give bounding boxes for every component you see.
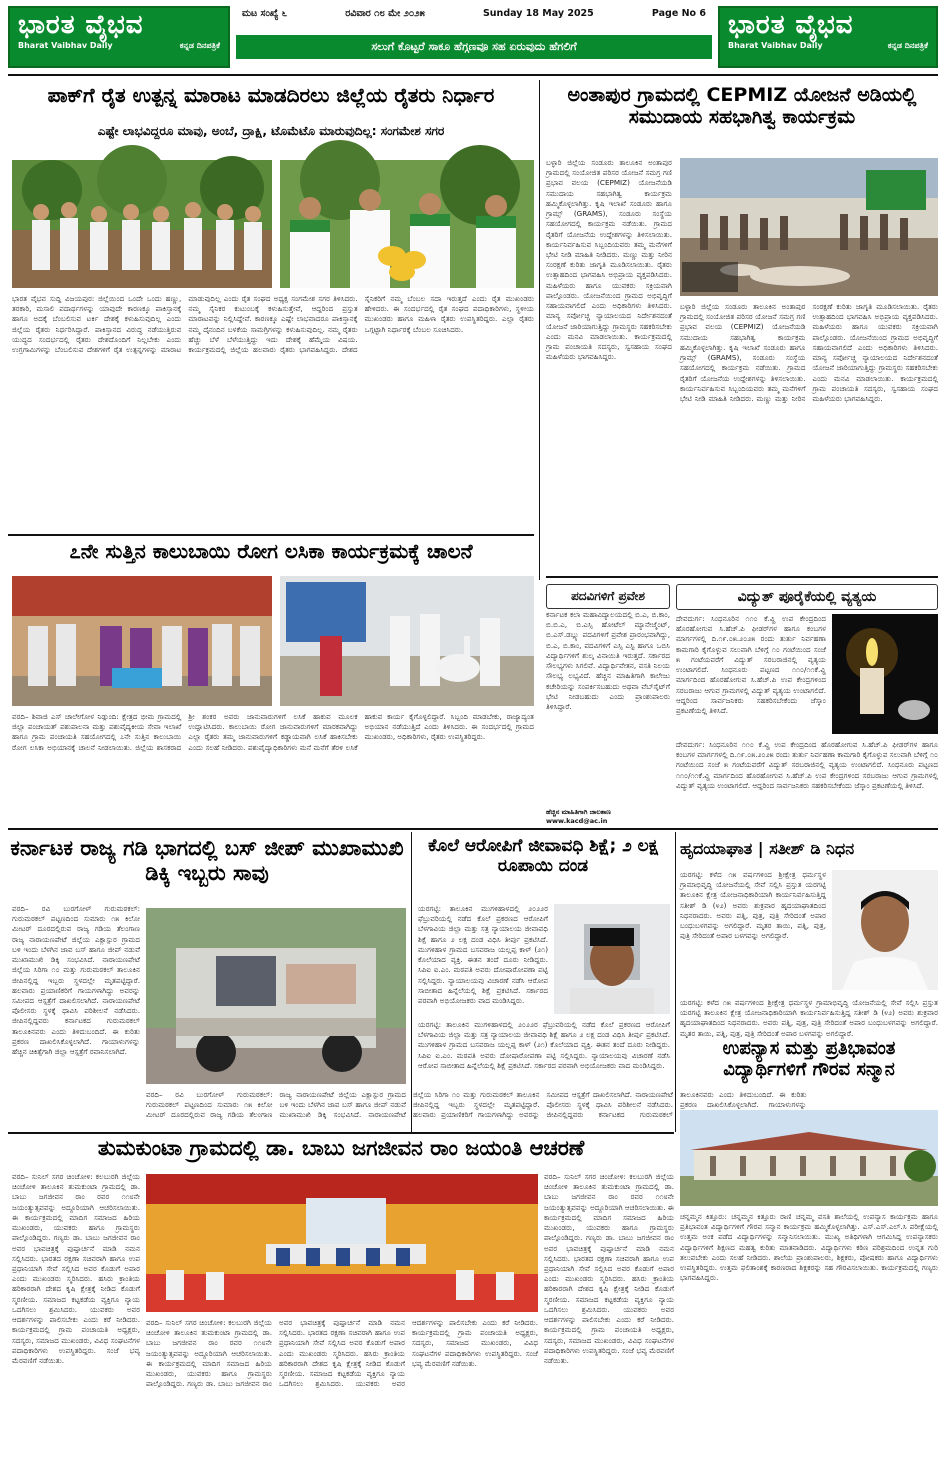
a6-photo-jeep: [146, 908, 406, 1084]
a5-headline: ವಿದ್ಯುತ್ ಪೂರೈಕೆಯಲ್ಲಿ ವ್ಯತ್ಯಯ: [676, 584, 938, 610]
page-number: Page No 6: [651, 8, 706, 19]
a7-body-bottom: ಯರಗಟ್ಟಿ: ತಾಲೂಕಿನ ಮುಗಳಿಹಾಳದಲ್ಲಿ ೨೦೨೨ರ ಫೆಬ್ರುವರಿಯಲ್ಲಿ ನಡೆದ ಕೊಲೆ ಪ್ರಕರಣದ ಆರೋಪಿಗೆ ಬೆಳಗಾವಿಯ ಜಿಲ್ಲಾ ಮತ್ತು ಸತ್ರ ನ್ಯಾಯಾಲಯ ಜೀವಾವಧಿ ಶಿಕ್ಷೆ ಹಾಗೂ ೨ ಲಕ್ಷ ದಂಡ ವಿಧಿಸಿ ತೀರ್ಪು ಪ್ರಕಟಿಸಿದೆ. ಮುಗಳಿಹಾಳ ಗ್ರಾಮದ ಬಸವರಾಜ ಯಲ್ಲಪ್ಪ ಕಾಳ್ (೨೧) ಕೊಲೆಯಾದ ವ್ಯಕ್ತಿ. ಈತನ ತಂದೆ ದೂರು ನೀಡಿದ್ದರು. ಸಿಪಿಐ ಐ.ಎಂ. ಮಠಪತಿ ಅವರು ದೋಷಾರೋಪಣಾ ಪಟ್ಟಿ ಸಲ್ಲಿಸಿದ್ದರು. ನ್ಯಾಯಾಲಯವು ವಿಚಾರಣೆ ನಡೆಸಿ ಆರೋಪ ಸಾಬೀತಾದ ಹಿನ್ನೆಲೆಯಲ್ಲಿ ಶಿಕ್ಷೆ ಪ್ರಕಟಿಸಿದೆ. ಸರ್ಕಾರದ ಪರವಾಗಿ ಅಭಿಯೋಜಕರು ವಾದ ಮಂಡಿಸಿದ್ದರು.: [418, 1020, 670, 1070]
date-kannada: ರವಿವಾರ ೧೮ ಮೇ ೨೦೨೫: [345, 8, 425, 19]
section-rule: [8, 828, 938, 830]
a6-body-right: ವರದಿ– ರವಿ ಬುರಗೋಳ್ ಗುರುಮಠಕಲ್: ಗುರುಮಠಕಲ್ ಪಟ್ಟಣದಿಂದ ಸುಮಾರು ೧೫ ಕಿಲೋ ಮೀಟರ್ ದೂರದಲ್ಲಿರುವ ರಾಜ್ಯ ಗಡಿಯ ತೆಲಂಗಾಣ ರಾಜ್ಯ ನಾರಾಯಣಪೇಟೆ ಜಿಲ್ಲೆಯ ಎಕ್ಲಾಸ್ಪುರ ಗ್ರಾಮದ ಬಳಿ ಇಂದು ಬೆಳಗಿನ ಜಾವ ಬಸ್ ಹಾಗೂ ಜೀಪ್ ನಡುವೆ ಮುಖಾಮುಖಿ ಡಿಕ್ಕಿ ಸಂಭವಿಸಿದೆ. ನಾರಾಯಣಪೇಟೆ ಜಿಲ್ಲೆಯ ಸಿರಿಗಾ ೧೦ ಮತ್ತು ಗುರುಮಠಕಲ್ ತಾಲೂಕಿನ ಜೀಪಿನಲ್ಲಿದ್ದ ಇಬ್ಬರು ಸ್ಥಳದಲ್ಲೇ ಮೃತಪಟ್ಟಿದ್ದಾರೆ. ಹಲವಾರು ಪ್ರಯಾಣಿಕರಿಗೆ ಗಾಯಗಳಾಗಿದ್ದು ಅವರನ್ನು ಸಮೀಪದ ಆಸ್ಪತ್ರೆಗೆ ದಾಖಲಿಸಲಾಗಿದೆ. ನಾರಾಯಣಪೇಟೆ ಪೊಲೀಸರು ಸ್ಥಳಕ್ಕೆ ಧಾವಿಸಿ ಪರಿಶೀಲನೆ ನಡೆಸಿದರು. ಜೀಪಿನಲ್ಲಿದ್ದವರು ಕರ್ನಾಟಕದ ಗುರುಮಠಕಲ್ ತಾಲೂಕಿನವರು ಎಂದು ತಿಳಿದುಬಂದಿದೆ. ಈ ಕುರಿತು ಪ್ರಕರಣ ದಾಖಲಿಸಿಕೊಳ್ಳಲಾಗಿದೆ. ಗಾಯಾಳುಗಳನ್ನು: [146, 1090, 807, 1120]
a8-body-top: ಯರಗಟ್ಟಿ: ಕಳೆದ ೧೫ ವರ್ಷಗಳಿಂದ ಶ್ರೀಕ್ಷೇತ್ರ ಧರ್ಮಸ್ಥಳ ಗ್ರಾಮಾಭಿವೃದ್ಧಿ ಯೋಜನೆಯಲ್ಲಿ ಸೇವೆ ಸಲ್ಲಿಸಿ ಪ್ರಸ್ತುತ ಯರಗಟ್ಟಿ ತಾಲೂಕಿನ ಕ್ಷೇತ್ರ ಯೋಜನಾಧಿಕಾರಿಯಾಗಿ ಕಾರ್ಯನಿರ್ವಹಿಸುತ್ತಿದ್ದ ಸತೀಶ್ ಡಿ (೪೨) ಅವರು ಶುಕ್ರವಾರ ಹೃದಯಾಘಾತದಿಂದ ನಿಧನರಾದರು. ಅವರು ಪತ್ನಿ, ಪುತ್ರ, ಪುತ್ರಿ ಸೇರಿದಂತೆ ಅಪಾರ ಬಂಧುಬಳಗವನ್ನು ಅಗಲಿದ್ದಾರೆ. ಮೃತರ ತಾಯಿ, ಪತ್ನಿ, ಪುತ್ರ, ಪುತ್ರಿ ಸೇರಿದಂತೆ ಅಪಾರ ಬಳಗವನ್ನು ಅಗಲಿದ್ದಾರೆ.: [680, 870, 826, 941]
a3-photo-inauguration: [12, 576, 272, 706]
a9-body: ಚನ್ನಮ್ಮನ ಕಿತ್ತೂರು: ಚನ್ನಮ್ಮನ ಕಿತ್ತೂರು ರಾಣಿ ಚನ್ನಮ್ಮ ವಸತಿ ಶಾಲೆಯಲ್ಲಿ ಉಪನ್ಯಾಸ ಕಾರ್ಯಕ್ರಮ ಹಾಗೂ ಪ್ರತಿಭಾವಂತ ವಿದ್ಯಾರ್ಥಿಗಳಿಗೆ ಗೌರವ ಸನ್ಮಾನ ಕಾರ್ಯಕ್ರಮ ಹಮ್ಮಿಕೊಳ್ಳಲಾಗಿತ್ತು. ಎಸ್.ಎಸ್.ಎಲ್.ಸಿ ಪರೀಕ್ಷೆಯಲ್ಲಿ ಉತ್ತಮ ಅಂಕ ಪಡೆದ ವಿದ್ಯಾರ್ಥಿಗಳನ್ನು ಸನ್ಮಾನಿಸಲಾಯಿತು. ಮುಖ್ಯ ಅತಿಥಿಗಳಾಗಿ ಆಗಮಿಸಿದ್ದ ಉಪನ್ಯಾಸಕರು ವಿದ್ಯಾರ್ಥಿಗಳಿಗೆ ಶಿಕ್ಷಣದ ಮಹತ್ವ ಕುರಿತು ಮಾತನಾಡಿದರು. ವಿದ್ಯಾರ್ಥಿಗಳು ಕಠಿಣ ಪರಿಶ್ರಮದಿಂದ ಉನ್ನತ ಗುರಿ ತಲುಪಬೇಕು ಎಂದು ಸಲಹೆ ನೀಡಿದರು. ಶಾಲೆಯ ಪ್ರಾಂಶುಪಾಲರು, ಶಿಕ್ಷಕರು, ಪೋಷಕರು ಹಾಗೂ ವಿದ್ಯಾರ್ಥಿಗಳು ಉಪಸ್ಥಿತರಿದ್ದರು. ಉತ್ತಮ ಫಲಿತಾಂಶಕ್ಕೆ ಕಾರಣರಾದ ಶಿಕ್ಷಕರನ್ನು ಸಹ ಗೌರವಿಸಲಾಯಿತು. ಕಾರ್ಯಕ್ರಮದಲ್ಲಿ ಗಣ್ಯರು ಭಾಗವಹಿಸಿದ್ದರು.: [680, 1212, 938, 1283]
a1-photo-mangoes: [280, 160, 534, 288]
masthead-logo-left: [8, 6, 230, 68]
a7-photo-accused: [554, 904, 670, 1014]
a3-photo-vaccination: [280, 576, 534, 706]
a10-body-left: ವರದಿ– ಸುನಿಲ್ ಸಗರ ಚಿಂಚೋಳಿ: ಕಲಬುರಗಿ ಜಿಲ್ಲೆಯ ಚಿಂಚೋಳಿ ತಾಲೂಕಿನ ತುಮಕುಂಟಾ ಗ್ರಾಮದಲ್ಲಿ ಡಾ. ಬಾಬು ಜಗಜೀವನ ರಾಂ ರವರ ೧೧೮ನೇ ಜಯಂತ್ಯುತ್ಸವವನ್ನು ಅದ್ದೂರಿಯಾಗಿ ಆಚರಿಸಲಾಯಿತು. ಈ ಕಾರ್ಯಕ್ರಮದಲ್ಲಿ ಮಾದಿಗ ಸಮಾಜದ ಹಿರಿಯ ಮುಖಂಡರು, ಯುವಕರು ಹಾಗೂ ಗ್ರಾಮಸ್ಥರು ಪಾಲ್ಗೊಂಡಿದ್ದರು. ಗಣ್ಯರು ಡಾ. ಬಾಬು ಜಗಜೀವನ ರಾಂ ಅವರ ಭಾವಚಿತ್ರಕ್ಕೆ ಪುಷ್ಪಾರ್ಚನೆ ಮಾಡಿ ನಮನ ಸಲ್ಲಿಸಿದರು. ಭಾರತದ ರಕ್ಷಣಾ ಸಚಿವರಾಗಿ ಹಾಗೂ ಉಪ ಪ್ರಧಾನಿಯಾಗಿ ಸೇವೆ ಸಲ್ಲಿಸಿದ ಅವರ ಕೊಡುಗೆ ಅಪಾರ ಎಂದು ಮುಖಂಡರು ಸ್ಮರಿಸಿದರು. ಹಸಿರು ಕ್ರಾಂತಿಯ ಹರಿಕಾರರಾಗಿ ದೇಶದ ಕೃಷಿ ಕ್ಷೇತ್ರಕ್ಕೆ ನೀಡಿದ ಕೊಡುಗೆ ಸ್ಮರಣೀಯ. ಸಮಾಜದ ಕಟ್ಟಕಡೆಯ ವ್ಯಕ್ತಿಗೂ ನ್ಯಾಯ ಒದಗಿಸಲು ಶ್ರಮಿಸಿದರು. ಯುವಕರು ಅವರ ಆದರ್ಶಗಳನ್ನು ಪಾಲಿಸಬೇಕು ಎಂದು ಕರೆ ನೀಡಿದರು. ಕಾರ್ಯಕ್ರಮದಲ್ಲಿ ಗ್ರಾಮ ಪಂಚಾಯತಿ ಅಧ್ಯಕ್ಷರು, ಸದಸ್ಯರು, ಸಮಾಜದ ಮುಖಂಡರು, ವಿವಿಧ ಸಂಘಟನೆಗಳ ಪದಾಧಿಕಾರಿಗಳು ಉಪಸ್ಥಿತರಿದ್ದರು. ಸಂಜೆ ಭವ್ಯ ಮೆರವಣಿಗೆ ನಡೆಯಿತು.: [12, 1172, 140, 1365]
a5-body-bottom: ದೇವದುರ್ಗ: ಸಿಂಧನೂರಿನ ೧೧೦ ಕೆ.ವ್ಹಿ ಉಪ ಕೇಂದ್ರದಿಂದ ಹೊರಹೋಗುವ ಸಿ.ಹೆಚ್.ಪಿ ಫೀಡರ್‌ಗಳ ಹಾಗೂ ಕಂಬಗಳ ಮಾರ್ಗಗಳಲ್ಲಿ ದಿ.೧೯.೦೫.೨೦೨೫ ರಂದು ತುರ್ತು ನಿರ್ವಹಣಾ ಕಾಮಗಾರಿ ಕೈಗೊಳ್ಳುವ ಸಲುವಾಗಿ ಬೆಳಿಗ್ಗೆ ೧೦ ಗಂಟೆಯಿಂದ ಸಂಜೆ ೫ ಗಂಟೆಯವರೆಗೆ ವಿದ್ಯುತ್ ಸರಬರಾಜಿನಲ್ಲಿ ವ್ಯತ್ಯಯ ಉಂಟಾಗಲಿದೆ. ಸಿಂಧನೂರು ಪಟ್ಟಣದ ೧೧೦/೧೧ಕೆ.ವ್ಹಿ ಮಾರ್ಗದಿಂದ ಹೊರಹೋಗುವ ಸಿ.ಹೆಚ್.ಪಿ ಉಪ ಕೇಂದ್ರಗಳಿಂದ ಸರಬರಾಜು ಆಗುವ ಗ್ರಾಮಗಳಲ್ಲಿ ವಿದ್ಯುತ್ ವ್ಯತ್ಯಯ ಉಂಟಾಗಲಿದೆ. ಆದ್ದರಿಂದ ಸಾರ್ವಜನಿಕರು ಸಹಕರಿಸಬೇಕೆಂದು ಜೆಸ್ಕಾಂ ಪ್ರಕಟಣೆಯಲ್ಲಿ ತಿಳಿಸಿದೆ.: [676, 740, 938, 790]
a3-body: ವರದಿ– ಶಿವಾಜಿ ಎಸ್ ಚಾಲೇಗೋಳ ನಿಡ್ಗುಂದಿ: ಕ್ಷೇತ್ರದ ಭೀಮ ಗ್ರಾಮದಲ್ಲಿ ಜಿಲ್ಲಾ ಪಂಚಾಯತ್ ಪಶುಪಾಲನಾ ಮತ್ತು ಪಶುವೈದ್ಯಕೀಯ ಸೇವಾ ಇಲಾಖೆ ಹಾಗೂ ಗ್ರಾಮ ಪಂಚಾಯತಿ ಸಹಯೋಗದಲ್ಲಿ ೭ನೇ ಸುತ್ತಿನ ಕಾಲುಬಾಯಿ ರೋಗ ಲಸಿಕಾ ಅಭಿಯಾನಕ್ಕೆ ಚಾಲನೆ ನೀಡಲಾಯಿತು. ಜಿಲ್ಲೆಯ ಶಾಸಕರಾದ ಶ್ರೀ ಶಂಕರ ಅವರು ಜಾನುವಾರುಗಳಿಗೆ ಲಸಿಕೆ ಹಾಕುವ ಮೂಲಕ ಉದ್ಘಾಟಿಸಿದರು. ಕಾಲುಬಾಯಿ ರೋಗ ಜಾನುವಾರುಗಳಿಗೆ ಮಾರಕವಾಗಿದ್ದು ಎಲ್ಲಾ ರೈತರು ತಮ್ಮ ಜಾನುವಾರುಗಳಿಗೆ ಕಡ್ಡಾಯವಾಗಿ ಲಸಿಕೆ ಹಾಕಿಸಬೇಕು ಎಂದು ಸಲಹೆ ನೀಡಿದರು. ಪಶುವೈದ್ಯಾಧಿಕಾರಿಗಳು ಮನೆ ಮನೆಗೆ ತೆರಳಿ ಲಸಿಕೆ ಹಾಕುವ ಕಾರ್ಯ ಕೈಗೊಳ್ಳಲಿದ್ದಾರೆ. ಸಿಬ್ಬಂದಿ ಮಾಡಬೇಕು, ರಾಜ್ಯಾದ್ಯಂತ ಅಭಿಯಾನ ನಡೆಯುತ್ತಿದೆ ಎಂದು ತಿಳಿಸಿದರು. ಈ ಸಂದರ್ಭದಲ್ಲಿ ಗ್ರಾಮದ ಮುಖಂಡರು, ಅಧಿಕಾರಿಗಳು, ರೈತರು ಉಪಸ್ಥಿತರಿದ್ದರು.: [12, 712, 534, 752]
section-rule: [546, 576, 938, 578]
masthead-rule: [8, 74, 938, 76]
a2-body-col2: ಬಳ್ಳಾರಿ ಜಿಲ್ಲೆಯ ಸಂಡೂರು ತಾಲೂಕಿನ ಅಂತಾಪುರ ಗ್ರಾಮದಲ್ಲಿ ಸಂಯೋಜಿತ ಪರಿಸರ ಯೋಜನೆ ಸಮಗ್ರ ಗಣಿ ಪ್ರಭಾವ ವಲಯ (CEPMIZ) ಯೋಜನೆಯಡಿ ಸಮುದಾಯ ಸಹಭಾಗಿತ್ವ ಕಾರ್ಯಕ್ರಮ ಹಮ್ಮಿಕೊಳ್ಳಲಾಗಿತ್ತು. ಕೃಷಿ ಇಲಾಖೆ ಸಂಡೂರು ಹಾಗೂ ಗ್ರಾಮ್ಸ್ (GRAMS), ಸಂಡೂರು ಸಂಸ್ಥೆಯ ಸಹಯೋಗದಲ್ಲಿ ಕಾರ್ಯಕ್ರಮ ನಡೆಯಿತು. ಗ್ರಾಮದ ರೈತರಿಗೆ ಯೋಜನೆಯ ಉದ್ದೇಶಗಳನ್ನು ತಿಳಿಸಲಾಯಿತು. ಕಾರ್ಯನಿರ್ವಹಿಸುವ ಸಿಬ್ಬಂದಿಯವರು ತಮ್ಮ ಮನೆಗಳಿಗೆ ಭೇಟಿ ನೀಡಿ ಮಾಹಿತಿ ನೀಡಿದರು. ಮಣ್ಣು ಮತ್ತು ನೀರಿನ ಸಂರಕ್ಷಣೆ ಕುರಿತು ಜಾಗೃತಿ ಮೂಡಿಸಲಾಯಿತು. ರೈತರು ಉತ್ಸಾಹದಿಂದ ಭಾಗವಹಿಸಿ ಅಭಿಪ್ರಾಯ ವ್ಯಕ್ತಪಡಿಸಿದರು. ಮಹಿಳೆಯರು ಹಾಗೂ ಯುವಕರು ಸಕ್ರಿಯವಾಗಿ ಪಾಲ್ಗೊಂಡರು. ಯೋಜನೆಯಿಂದ ಗ್ರಾಮದ ಅಭಿವೃದ್ಧಿಗೆ ಸಹಾಯವಾಗಲಿದೆ ಎಂದು ಅಧಿಕಾರಿಗಳು ತಿಳಿಸಿದರು. ಮಾನ್ಯ ಸರ್ವೋಚ್ಚ ನ್ಯಾಯಾಲಯದ ನಿರ್ದೇಶನದಂತೆ ಯೋಜನೆ ಜಾರಿಯಾಗುತ್ತಿದ್ದು ಗ್ರಾಮಸ್ಥರು ಸಹಕರಿಸಬೇಕು ಎಂದು ಮನವಿ ಮಾಡಲಾಯಿತು. ಕಾರ್ಯಕ್ರಮದಲ್ಲಿ ಗ್ರಾಮ ಪಂಚಾಯತಿ ಸದಸ್ಯರು, ಸ್ವಸಹಾಯ ಸಂಘದ ಮಹಿಳೆಯರು ಭಾಗವಹಿಸಿದ್ದರು.: [680, 302, 938, 403]
a1-subhead: ಎಷ್ಟೇ ಲಾಭವಿದ್ದರೂ ಮಾವು, ಅಂಬೆ, ದ್ರಾಕ್ಷಿ, ಟೊಮೆಟೊ ಮಾರುವುದಿಲ್ಲ: ಸಂಗಮೇಶ ಸಗರ: [97, 124, 445, 138]
a8-photo-portrait: [832, 870, 938, 990]
a8-body-bottom: ಯರಗಟ್ಟಿ: ಕಳೆದ ೧೫ ವರ್ಷಗಳಿಂದ ಶ್ರೀಕ್ಷೇತ್ರ ಧರ್ಮಸ್ಥಳ ಗ್ರಾಮಾಭಿವೃದ್ಧಿ ಯೋಜನೆಯಲ್ಲಿ ಸೇವೆ ಸಲ್ಲಿಸಿ ಪ್ರಸ್ತುತ ಯರಗಟ್ಟಿ ತಾಲೂಕಿನ ಕ್ಷೇತ್ರ ಯೋಜನಾಧಿಕಾರಿಯಾಗಿ ಕಾರ್ಯನಿರ್ವಹಿಸುತ್ತಿದ್ದ ಸತೀಶ್ ಡಿ (೪೨) ಅವರು ಶುಕ್ರವಾರ ಹೃದಯಾಘಾತದಿಂದ ನಿಧನರಾದರು. ಅವರು ಪತ್ನಿ, ಪುತ್ರ, ಪುತ್ರಿ ಸೇರಿದಂತೆ ಅಪಾರ ಬಂಧುಬಳಗವನ್ನು ಅಗಲಿದ್ದಾರೆ. ಮೃತರ ತಾಯಿ, ಪತ್ನಿ, ಪುತ್ರ, ಪುತ್ರಿ ಸೇರಿದಂತೆ ಅಪಾರ ಬಳಗವನ್ನು ಅಗಲಿದ್ದಾರೆ.: [680, 998, 938, 1038]
a10-headline: ತುಮಕುಂಟಾ ಗ್ರಾಮದಲ್ಲಿ ಡಾ. ಬಾಬು ಜಗಜೀವನ ರಾಂ ಜಯಂತಿ ಆಚರಣೆ: [97, 1136, 585, 1160]
date-english: Sunday 18 May 2025: [482, 8, 594, 19]
a5-body-top: ದೇವದುರ್ಗ: ಸಿಂಧನೂರಿನ ೧೧೦ ಕೆ.ವ್ಹಿ ಉಪ ಕೇಂದ್ರದಿಂದ ಹೊರಹೋಗುವ ಸಿ.ಹೆಚ್.ಪಿ ಫೀಡರ್‌ಗಳ ಹಾಗೂ ಕಂಬಗಳ ಮಾರ್ಗಗಳಲ್ಲಿ ದಿ.೧೯.೦೫.೨೦೨೫ ರಂದು ತುರ್ತು ನಿರ್ವಹಣಾ ಕಾಮಗಾರಿ ಕೈಗೊಳ್ಳುವ ಸಲುವಾಗಿ ಬೆಳಿಗ್ಗೆ ೧೦ ಗಂಟೆಯಿಂದ ಸಂಜೆ ೫ ಗಂಟೆಯವರೆಗೆ ವಿದ್ಯುತ್ ಸರಬರಾಜಿನಲ್ಲಿ ವ್ಯತ್ಯಯ ಉಂಟಾಗಲಿದೆ. ಸಿಂಧನೂರು ಪಟ್ಟಣದ ೧೧೦/೧೧ಕೆ.ವ್ಹಿ ಮಾರ್ಗದಿಂದ ಹೊರಹೋಗುವ ಸಿ.ಹೆಚ್.ಪಿ ಉಪ ಕೇಂದ್ರಗಳಿಂದ ಸರಬರಾಜು ಆಗುವ ಗ್ರಾಮಗಳಲ್ಲಿ ವಿದ್ಯುತ್ ವ್ಯತ್ಯಯ ಉಂಟಾಗಲಿದೆ. ಆದ್ದರಿಂದ ಸಾರ್ವಜನಿಕರು ಸಹಕರಿಸಬೇಕೆಂದು ಜೆಸ್ಕಾಂ ಪ್ರಕಟಣೆಯಲ್ಲಿ ತಿಳಿಸಿದೆ.: [676, 614, 826, 715]
a1-body: ಭಾರತ ವೈಭವ ಸುದ್ದಿ ವಿಜಯಪುರ: ಜಿಲ್ಲೆಯಿಂದ ಒಂದೇ ಒಂದು ಹಣ್ಣು, ತರಕಾರಿ, ಮಸಾಲಿ ಪದಾರ್ಥಗಳನ್ನು ಯಾವುದೇ ಕಾರಣಕ್ಕೂ ಪಾಕಿಸ್ತಾನಕ್ಕೆ ಹಾಗೂ ಅದಕ್ಕೆ ಬೆಂಬಲಿಸುವ ಟರ್ಕಿ ದೇಶಕ್ಕೆ ಕಳುಹಿಸುವುದಿಲ್ಲ ಎಂದು ಜಿಲ್ಲೆಯ ರೈತರು ನಿರ್ಧರಿಸಿದ್ದಾರೆ. ಪಾಕಿಸ್ತಾನದ ವಿರುದ್ಧ ನಡೆಯುತ್ತಿರುವ ಯುದ್ಧದ ಸಂದರ್ಭದಲ್ಲಿ ರೈತರು ದೇಶದೊಂದಿಗೆ ನಿಲ್ಲಬೇಕು ಎಂದು ಉಗ್ರಗಾಮಿಗಳನ್ನು ಬೆಂಬಲಿಸುವ ದೇಶಗಳಿಗೆ ರೈತ ಉತ್ಪನ್ನಗಳನ್ನು ಮಾರಾಟ ಮಾಡುವುದಿಲ್ಲ ಎಂದು ರೈತ ಸಂಘದ ಅಧ್ಯಕ್ಷ ಸಂಗಮೇಶ ಸಗರ ತಿಳಿಸಿದರು. ನಮ್ಮ ಸೈನಿಕರ ಕುಟುಂಬಕ್ಕೆ ಕಳುಹಿಸುತ್ತೇವೆ, ಆದ್ದರಿಂದ ಪ್ರಸ್ತುತ ಮಾರಾಟವನ್ನು ನಿಲ್ಲಿಸಿದ್ದೇವೆ. ಕಾರಣಕ್ಕೂ ಎಷ್ಟೇ ಲಾಭವಾದರೂ ಪಾಕಿಸ್ತಾನಕ್ಕೆ ನಮ್ಮ ದೈನಂದಿನ ಬಳಕೆಯ ಸಾಮಗ್ರಿಗಳನ್ನು ಕಳುಹಿಸುವುದಿಲ್ಲ. ನಮ್ಮ ರೈತರು ಹೆಚ್ಚು ಬೆಳೆ ಬೆಳೆಯುತ್ತಿದ್ದು ಇದು ದೇಶಕ್ಕೆ ಹೆಮ್ಮೆಯ ವಿಷಯ. ಕಾರ್ಯಕ್ರಮದಲ್ಲಿ ಜಿಲ್ಲೆಯ ಹಲವಾರು ರೈತರು ಭಾಗವಹಿಸಿದ್ದರು. ದೇಶದ ಸೈನಿಕರಿಗೆ ನಮ್ಮ ಬೆಂಬಲ ಸದಾ ಇರುತ್ತದೆ ಎಂದು ರೈತ ಮುಖಂಡರು ಹೇಳಿದರು. ಈ ಸಂದರ್ಭದಲ್ಲಿ ರೈತ ಸಂಘದ ಪದಾಧಿಕಾರಿಗಳು, ಸ್ಥಳೀಯ ಮುಖಂಡರು ಹಾಗೂ ಮಹಿಳಾ ರೈತರು ಉಪಸ್ಥಿತರಿದ್ದರು. ಎಲ್ಲಾ ರೈತರು ಒಗ್ಗಟ್ಟಾಗಿ ನಿರ್ಧಾರಕ್ಕೆ ಬೆಂಬಲ ಸೂಚಿಸಿದರು.: [12, 294, 534, 355]
a10-body-right: ವರದಿ– ಸುನಿಲ್ ಸಗರ ಚಿಂಚೋಳಿ: ಕಲಬುರಗಿ ಜಿಲ್ಲೆಯ ಚಿಂಚೋಳಿ ತಾಲೂಕಿನ ತುಮಕುಂಟಾ ಗ್ರಾಮದಲ್ಲಿ ಡಾ. ಬಾಬು ಜಗಜೀವನ ರಾಂ ರವರ ೧೧೮ನೇ ಜಯಂತ್ಯುತ್ಸವವನ್ನು ಅದ್ದೂರಿಯಾಗಿ ಆಚರಿಸಲಾಯಿತು. ಈ ಕಾರ್ಯಕ್ರಮದಲ್ಲಿ ಮಾದಿಗ ಸಮಾಜದ ಹಿರಿಯ ಮುಖಂಡರು, ಯುವಕರು ಹಾಗೂ ಗ್ರಾಮಸ್ಥರು ಪಾಲ್ಗೊಂಡಿದ್ದರು. ಗಣ್ಯರು ಡಾ. ಬಾಬು ಜಗಜೀವನ ರಾಂ ಅವರ ಭಾವಚಿತ್ರಕ್ಕೆ ಪುಷ್ಪಾರ್ಚನೆ ಮಾಡಿ ನಮನ ಸಲ್ಲಿಸಿದರು. ಭಾರತದ ರಕ್ಷಣಾ ಸಚಿವರಾಗಿ ಹಾಗೂ ಉಪ ಪ್ರಧಾನಿಯಾಗಿ ಸೇವೆ ಸಲ್ಲಿಸಿದ ಅವರ ಕೊಡುಗೆ ಅಪಾರ ಎಂದು ಮುಖಂಡರು ಸ್ಮರಿಸಿದರು. ಹಸಿರು ಕ್ರಾಂತಿಯ ಹರಿಕಾರರಾಗಿ ದೇಶದ ಕೃಷಿ ಕ್ಷೇತ್ರಕ್ಕೆ ನೀಡಿದ ಕೊಡುಗೆ ಸ್ಮರಣೀಯ. ಸಮಾಜದ ಕಟ್ಟಕಡೆಯ ವ್ಯಕ್ತಿಗೂ ನ್ಯಾಯ ಒದಗಿಸಲು ಶ್ರಮಿಸಿದರು. ಯುವಕರು ಅವರ ಆದರ್ಶಗಳನ್ನು ಪಾಲಿಸಬೇಕು ಎಂದು ಕರೆ ನೀಡಿದರು. ಕಾರ್ಯಕ್ರಮದಲ್ಲಿ ಗ್ರಾಮ ಪಂಚಾಯತಿ ಅಧ್ಯಕ್ಷರು, ಸದಸ್ಯರು, ಸಮಾಜದ ಮುಖಂಡರು, ವಿವಿಧ ಸಂಘಟನೆಗಳ ಪದಾಧಿಕಾರಿಗಳು ಉಪಸ್ಥಿತರಿದ್ದರು. ಸಂಜೆ ಭವ್ಯ ಮೆರವಣಿಗೆ ನಡೆಯಿತು.: [544, 1172, 675, 1365]
logo-english: Bharat Vaibhav Daily: [728, 41, 823, 50]
logo-english: Bharat Vaibhav Daily: [18, 41, 113, 50]
tagline: ಸಲುಗೆ ಕೊಟ್ಟರೆ ಸಾಕೂ ಹೆಗ್ಗಣವೂ ಸಹ ಏರುವುದು ಹೆಗಲಿಗೆ: [236, 35, 712, 59]
a6-body-left: ವರದಿ– ರವಿ ಬುರಗೋಳ್ ಗುರುಮಠಕಲ್: ಗುರುಮಠಕಲ್ ಪಟ್ಟಣದಿಂದ ಸುಮಾರು ೧೫ ಕಿಲೋ ಮೀಟರ್ ದೂರದಲ್ಲಿರುವ ರಾಜ್ಯ ಗಡಿಯ ತೆಲಂಗಾಣ ರಾಜ್ಯ ನಾರಾಯಣಪೇಟೆ ಜಿಲ್ಲೆಯ ಎಕ್ಲಾಸ್ಪುರ ಗ್ರಾಮದ ಬಳಿ ಇಂದು ಬೆಳಗಿನ ಜಾವ ಬಸ್ ಹಾಗೂ ಜೀಪ್ ನಡುವೆ ಮುಖಾಮುಖಿ ಡಿಕ್ಕಿ ಸಂಭವಿಸಿದೆ. ನಾರಾಯಣಪೇಟೆ ಜಿಲ್ಲೆಯ ಸಿರಿಗಾ ೧೦ ಮತ್ತು ಗುರುಮಠಕಲ್ ತಾಲೂಕಿನ ಜೀಪಿನಲ್ಲಿದ್ದ ಇಬ್ಬರು ಸ್ಥಳದಲ್ಲೇ ಮೃತಪಟ್ಟಿದ್ದಾರೆ. ಹಲವಾರು ಪ್ರಯಾಣಿಕರಿಗೆ ಗಾಯಗಳಾಗಿದ್ದು ಅವರನ್ನು ಸಮೀಪದ ಆಸ್ಪತ್ರೆಗೆ ದಾಖಲಿಸಲಾಗಿದೆ. ನಾರಾಯಣಪೇಟೆ ಪೊಲೀಸರು ಸ್ಥಳಕ್ಕೆ ಧಾವಿಸಿ ಪರಿಶೀಲನೆ ನಡೆಸಿದರು. ಜೀಪಿನಲ್ಲಿದ್ದವರು ಕರ್ನಾಟಕದ ಗುರುಮಠಕಲ್ ತಾಲೂಕಿನವರು ಎಂದು ತಿಳಿದುಬಂದಿದೆ. ಈ ಕುರಿತು ಪ್ರಕರಣ ದಾಖಲಿಸಿಕೊಳ್ಳಲಾಗಿದೆ. ಗಾಯಾಳುಗಳನ್ನು ಹೆಚ್ಚಿನ ಚಿಕಿತ್ಸೆಗಾಗಿ ಜಿಲ್ಲಾ ಆಸ್ಪತ್ರೆಗೆ ರವಾನಿಸಲಾಗಿದೆ.: [12, 904, 140, 1057]
a9-photo-school: [680, 1110, 938, 1206]
a3-headline: ೭ನೇ ಸುತ್ತಿನ ಕಾಲುಬಾಯಿ ರೋಗ ಲಸಿಕಾ ಕಾರ್ಯಕ್ರಮಕ್ಕೆ ಚಾಲನೆ: [69, 539, 473, 563]
a6-headline: ಕರ್ನಾಟಕ ರಾಜ್ಯ ಗಡಿ ಭಾಗದಲ್ಲಿ ಬಸ್ ಜೀಪ್ ಮುಖಾಮುಖಿ ಡಿಕ್ಕಿ ಇಬ್ಬರು ಸಾವು: [10, 836, 404, 885]
column-rule: [411, 832, 412, 1132]
a10-photo-event: [146, 1174, 538, 1312]
a10-body-bottom: ವರದಿ– ಸುನಿಲ್ ಸಗರ ಚಿಂಚೋಳಿ: ಕಲಬುರಗಿ ಜಿಲ್ಲೆಯ ಚಿಂಚೋಳಿ ತಾಲೂಕಿನ ತುಮಕುಂಟಾ ಗ್ರಾಮದಲ್ಲಿ ಡಾ. ಬಾಬು ಜಗಜೀವನ ರಾಂ ರವರ ೧೧೮ನೇ ಜಯಂತ್ಯುತ್ಸವವನ್ನು ಅದ್ದೂರಿಯಾಗಿ ಆಚರಿಸಲಾಯಿತು. ಈ ಕಾರ್ಯಕ್ರಮದಲ್ಲಿ ಮಾದಿಗ ಸಮಾಜದ ಹಿರಿಯ ಮುಖಂಡರು, ಯುವಕರು ಹಾಗೂ ಗ್ರಾಮಸ್ಥರು ಪಾಲ್ಗೊಂಡಿದ್ದರು. ಗಣ್ಯರು ಡಾ. ಬಾಬು ಜಗಜೀವನ ರಾಂ ಅವರ ಭಾವಚಿತ್ರಕ್ಕೆ ಪುಷ್ಪಾರ್ಚನೆ ಮಾಡಿ ನಮನ ಸಲ್ಲಿಸಿದರು. ಭಾರತದ ರಕ್ಷಣಾ ಸಚಿವರಾಗಿ ಹಾಗೂ ಉಪ ಪ್ರಧಾನಿಯಾಗಿ ಸೇವೆ ಸಲ್ಲಿಸಿದ ಅವರ ಕೊಡುಗೆ ಅಪಾರ ಎಂದು ಮುಖಂಡರು ಸ್ಮರಿಸಿದರು. ಹಸಿರು ಕ್ರಾಂತಿಯ ಹರಿಕಾರರಾಗಿ ದೇಶದ ಕೃಷಿ ಕ್ಷೇತ್ರಕ್ಕೆ ನೀಡಿದ ಕೊಡುಗೆ ಸ್ಮರಣೀಯ. ಸಮಾಜದ ಕಟ್ಟಕಡೆಯ ವ್ಯಕ್ತಿಗೂ ನ್ಯಾಯ ಒದಗಿಸಲು ಶ್ರಮಿಸಿದರು. ಯುವಕರು ಅವರ ಆದರ್ಶಗಳನ್ನು ಪಾಲಿಸಬೇಕು ಎಂದು ಕರೆ ನೀಡಿದರು. ಕಾರ್ಯಕ್ರಮದಲ್ಲಿ ಗ್ರಾಮ ಪಂಚಾಯತಿ ಅಧ್ಯಕ್ಷರು, ಸದಸ್ಯರು, ಸಮಾಜದ ಮುಖಂಡರು, ವಿವಿಧ ಸಂಘಟನೆಗಳ ಪದಾಧಿಕಾರಿಗಳು ಉಪಸ್ಥಿತರಿದ್ದರು. ಸಂಜೆ ಭವ್ಯ ಮೆರವಣಿಗೆ ನಡೆಯಿತು.: [146, 1318, 538, 1389]
masthead-logo-right: [718, 6, 938, 68]
logo-kannada: ಭಾರತ ವೈಭವ: [728, 10, 854, 40]
column-rule: [539, 80, 540, 580]
a8-headline: ಹೃದಯಾಘಾತ | ಸತೀಶ್ ಡಿ ನಿಧನ: [680, 839, 855, 858]
section-rule: [8, 534, 534, 536]
a7-headline: ಕೊಲೆ ಆರೋಪಿಗೆ ಜೀವಾವಧಿ ಶಿಕ್ಷೆ; ೨ ಲಕ್ಷ ರೂಪಾಯಿ ದಂಡ: [428, 836, 658, 877]
a2-photo-village: [680, 158, 938, 296]
logo-kannada: ಭಾರತ ವೈಭವ: [18, 10, 144, 40]
a5-photo-candle: [832, 614, 938, 734]
a9-headline: ಉಪನ್ಯಾಸ ಮತ್ತು ಪ್ರತಿಭಾವಂತ ವಿದ್ಯಾರ್ಥಿಗಳಿಗೆ ಗೌರವ ಸನ್ಮಾನ: [722, 1038, 896, 1081]
a4-headline: ಪದವಿಗಳಿಗೆ ಪ್ರವೇಶ: [546, 584, 670, 609]
logo-sub: ಕನ್ನಡ ದಿನಪತ್ರಿಕೆ: [179, 41, 220, 50]
a4-body: ಕರ್ನಾಟಕ ಕಲಾ ಮಹಾವಿದ್ಯಾಲಯದಲ್ಲಿ ಬಿ.ಎ, ಬಿ.ಕಾಂ, ಬಿ.ಬಿ.ಎ, ಬಿ.ಎಸ್ಸಿ ಹೋಟೆಲ್ ಮ್ಯಾನೇಜ್ಮೆಂಟ್, ಬಿ.ಎಸ್.ಡಬ್ಲ್ಯು ಪದವಿಗಳಿಗೆ ಪ್ರವೇಶ ಪ್ರಾರಂಭವಾಗಿದ್ದು, ಬಿ.ಎ, ಬಿ.ಕಾಂ, ಪದವಿಗಳಿಗೆ ಎಸ್ಸಿ ಎಸ್ಟಿ ಹಾಗೂ ಒಬಿಸಿ ವಿದ್ಯಾರ್ಥಿಗಳಿಗೆ ಶುಲ್ಕ ವಿನಾಯಿತಿ ಇರುತ್ತದೆ. ಸರ್ಕಾರದ ಸೌಲಭ್ಯಗಳು ಸಿಗಲಿವೆ. ವಿದ್ಯಾರ್ಥಿವೇತನ, ವಸತಿ ನಿಲಯ ಸೌಲಭ್ಯ ಲಭ್ಯವಿದೆ. ಹೆಚ್ಚಿನ ಮಾಹಿತಿಗಾಗಿ ಕಾಲೇಜು ಕಚೇರಿಯನ್ನು ಸಂಪರ್ಕಿಸಬಹುದು ಅಥವಾ ವೆಬ್‌ಸೈಟ್‌ಗೆ ಭೇಟಿ ನೀಡಬಹುದು ಎಂದು ಪ್ರಾಂಶುಪಾಲರು ತಿಳಿಸಿದ್ದಾರೆ.: [546, 610, 670, 711]
column-rule: [675, 832, 676, 1132]
masthead-center: [236, 6, 712, 68]
a1-photo-farmers: [12, 160, 272, 288]
a1-headline: ಪಾಕ್‌ಗೆ ರೈತ ಉತ್ಪನ್ನ ಮಾರಾಟ ಮಾಡದಿರಲು ಜಿಲ್ಲೆಯ ರೈತರು ನಿರ್ಧಾರ: [47, 83, 495, 107]
section-rule: [8, 1132, 674, 1134]
a7-body-top: ಯರಗಟ್ಟಿ: ತಾಲೂಕಿನ ಮುಗಳಿಹಾಳದಲ್ಲಿ ೨೦೨೨ರ ಫೆಬ್ರುವರಿಯಲ್ಲಿ ನಡೆದ ಕೊಲೆ ಪ್ರಕರಣದ ಆರೋಪಿಗೆ ಬೆಳಗಾವಿಯ ಜಿಲ್ಲಾ ಮತ್ತು ಸತ್ರ ನ್ಯಾಯಾಲಯ ಜೀವಾವಧಿ ಶಿಕ್ಷೆ ಹಾಗೂ ೨ ಲಕ್ಷ ದಂಡ ವಿಧಿಸಿ ತೀರ್ಪು ಪ್ರಕಟಿಸಿದೆ. ಮುಗಳಿಹಾಳ ಗ್ರಾಮದ ಬಸವರಾಜ ಯಲ್ಲಪ್ಪ ಕಾಳ್ (೨೧) ಕೊಲೆಯಾದ ವ್ಯಕ್ತಿ. ಈತನ ತಂದೆ ದೂರು ನೀಡಿದ್ದರು. ಸಿಪಿಐ ಐ.ಎಂ. ಮಠಪತಿ ಅವರು ದೋಷಾರೋಪಣಾ ಪಟ್ಟಿ ಸಲ್ಲಿಸಿದ್ದರು. ನ್ಯಾಯಾಲಯವು ವಿಚಾರಣೆ ನಡೆಸಿ ಆರೋಪ ಸಾಬೀತಾದ ಹಿನ್ನೆಲೆಯಲ್ಲಿ ಶಿಕ್ಷೆ ಪ್ರಕಟಿಸಿದೆ. ಸರ್ಕಾರದ ಪರವಾಗಿ ಅಭಿಯೋಜಕರು ವಾದ ಮಂಡಿಸಿದ್ದರು.: [418, 904, 548, 1005]
logo-sub: ಕನ್ನಡ ದಿನಪತ್ರಿಕೆ: [887, 41, 928, 50]
issue-number: ಮಟ ಸಂಖ್ಯೆ ೬: [242, 8, 288, 19]
a2-body-col1: ಬಳ್ಳಾರಿ ಜಿಲ್ಲೆಯ ಸಂಡೂರು ತಾಲೂಕಿನ ಅಂತಾಪುರ ಗ್ರಾಮದಲ್ಲಿ ಸಂಯೋಜಿತ ಪರಿಸರ ಯೋಜನೆ ಸಮಗ್ರ ಗಣಿ ಪ್ರಭಾವ ವಲಯ (CEPMIZ) ಯೋಜನೆಯಡಿ ಸಮುದಾಯ ಸಹಭಾಗಿತ್ವ ಕಾರ್ಯಕ್ರಮ ಹಮ್ಮಿಕೊಳ್ಳಲಾಗಿತ್ತು. ಕೃಷಿ ಇಲಾಖೆ ಸಂಡೂರು ಹಾಗೂ ಗ್ರಾಮ್ಸ್ (GRAMS), ಸಂಡೂರು ಸಂಸ್ಥೆಯ ಸಹಯೋಗದಲ್ಲಿ ಕಾರ್ಯಕ್ರಮ ನಡೆಯಿತು. ಗ್ರಾಮದ ರೈತರಿಗೆ ಯೋಜನೆಯ ಉದ್ದೇಶಗಳನ್ನು ತಿಳಿಸಲಾಯಿತು. ಕಾರ್ಯನಿರ್ವಹಿಸುವ ಸಿಬ್ಬಂದಿಯವರು ತಮ್ಮ ಮನೆಗಳಿಗೆ ಭೇಟಿ ನೀಡಿ ಮಾಹಿತಿ ನೀಡಿದರು. ಮಣ್ಣು ಮತ್ತು ನೀರಿನ ಸಂರಕ್ಷಣೆ ಕುರಿತು ಜಾಗೃತಿ ಮೂಡಿಸಲಾಯಿತು. ರೈತರು ಉತ್ಸಾಹದಿಂದ ಭಾಗವಹಿಸಿ ಅಭಿಪ್ರಾಯ ವ್ಯಕ್ತಪಡಿಸಿದರು. ಮಹಿಳೆಯರು ಹಾಗೂ ಯುವಕರು ಸಕ್ರಿಯವಾಗಿ ಪಾಲ್ಗೊಂಡರು. ಯೋಜನೆಯಿಂದ ಗ್ರಾಮದ ಅಭಿವೃದ್ಧಿಗೆ ಸಹಾಯವಾಗಲಿದೆ ಎಂದು ಅಧಿಕಾರಿಗಳು ತಿಳಿಸಿದರು. ಮಾನ್ಯ ಸರ್ವೋಚ್ಚ ನ್ಯಾಯಾಲಯದ ನಿರ್ದೇಶನದಂತೆ ಯೋಜನೆ ಜಾರಿಯಾಗುತ್ತಿದ್ದು ಗ್ರಾಮಸ್ಥರು ಸಹಕರಿಸಬೇಕು ಎಂದು ಮನವಿ ಮಾಡಲಾಯಿತು. ಕಾರ್ಯಕ್ರಮದಲ್ಲಿ ಗ್ರಾಮ ಪಂಚಾಯತಿ ಸದಸ್ಯರು, ಸ್ವಸಹಾಯ ಸಂಘದ ಮಹಿಳೆಯರು ಭಾಗವಹಿಸಿದ್ದರು.: [546, 158, 672, 362]
a4-footer: ಹೆಚ್ಚಿನ ಮಾಹಿತಿಗಾಗಿ ಜಾಲತಾಣ www.kacd@ac.in: [546, 808, 611, 825]
a2-headline: ಅಂತಾಪುರ ಗ್ರಾಮದಲ್ಲಿ CEPMIZ ಯೋಜನೆ ಅಡಿಯಲ್ಲಿ ಸಮುದಾಯ ಸಹಭಾಗಿತ್ವ ಕಾರ್ಯಕ್ರಮ: [567, 84, 917, 129]
